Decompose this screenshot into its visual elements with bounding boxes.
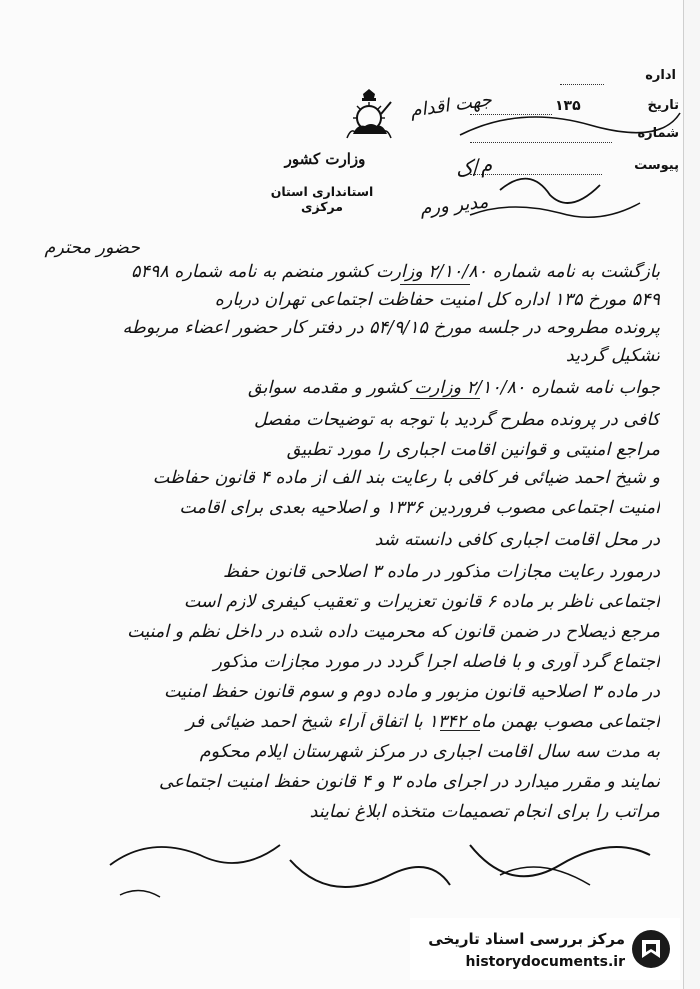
header-attachment-label: پیوست [634, 158, 679, 173]
annotation-scribbles [440, 95, 690, 235]
body-line: به مدت سه سال اقامت اجباری در مرکز شهرستان ایلام محکوم [199, 742, 660, 762]
handwritten-annotation-top: جهت اقدام [408, 89, 494, 122]
body-line: و شیخ احمد ضیائی فر کافی با رعایت بند الف از ماده ۴ قانون حفاظت [152, 468, 660, 488]
handwritten-annotation-mid: م/ک [453, 151, 494, 183]
body-line: تشکیل گردید [565, 346, 660, 366]
archive-logo-icon [630, 928, 672, 970]
body-line: درمورد رعایت مجازات مذکور در ماده ۳ اصلاحی قانون حفظ [222, 562, 660, 582]
body-line: کافی در پرونده مطرح گردید با توجه به توضیحات مفصل [253, 410, 660, 430]
body-line: ۵۴۹ مورخ ۱۳۵ اداره کل امنیت حفاظت اجتماعی تهران درباره [214, 290, 660, 310]
reference-underline [410, 398, 480, 399]
reference-underline [440, 730, 480, 731]
body-line: اجتماعی ناظر بر ماده ۶ قانون تعزیرات و تعقیب کیفری لازم است [183, 592, 660, 612]
archive-website-link[interactable]: historydocuments.ir [465, 954, 625, 970]
body-line: مراتب را برای انجام تصمیمات متخذه ابلاغ نمایند [309, 802, 660, 822]
body-line: مرجع ذیصلاح در ضمن قانون که محرمیت داده شده در داخل نظم و امنیت [127, 622, 660, 642]
body-line: مراجع امنیتی و قوانین اقامت اجباری را مورد تطبیق [286, 440, 660, 460]
handwritten-signatures [90, 815, 670, 915]
body-line-salutation: حضور محترم [44, 238, 140, 258]
header-date-label: تاریخ [647, 98, 679, 113]
body-line: پرونده مطروحه در جلسه مورخ ۵۴/۹/۱۵ در دفتر کار حضور اعضاء مربوطه [122, 318, 660, 338]
body-line: جواب نامه شماره ۲/۱۰/۸۰ وزارت کشور و مقدمه سوابق [248, 378, 660, 398]
lion-sun-emblem-icon [341, 88, 397, 144]
province-office-name: استانداری استان مرکزی [270, 184, 374, 214]
body-line: در محل اقامت اجباری کافی دانسته شد [374, 530, 660, 550]
ministry-name: وزارت کشور [284, 150, 366, 168]
reference-underline [400, 284, 470, 285]
body-line: امنیت اجتماعی مصوب فروردین ۱۳۳۶ و اصلاحیه بعدی برای اقامت [179, 498, 660, 518]
archive-center-name: مرکز بررسی اسناد تاریخی [428, 930, 625, 948]
handwritten-annotation-bottom: مدیر ورم [419, 191, 490, 220]
header-idare-dotline [560, 84, 604, 85]
body-line: بازگشت به نامه شماره ۲/۱۰/۸۰ وزارت کشور منضم به نامه شماره ۵۴۹۸ [131, 262, 660, 282]
body-line: اجتماعی مصوب بهمن ماه ۱۳۴۲ با اتفاق آراء شیخ احمد ضیائی فر [186, 712, 660, 732]
header-number-label: شماره [637, 126, 679, 141]
header-year-prefix: ۱۳۵ [555, 98, 581, 114]
header-idare-label: اداره [645, 68, 676, 83]
body-line: نمایند و مقرر میدارد در اجرای ماده ۳ و ۴ قانون حفظ امنیت اجتماعی [159, 772, 660, 792]
body-line: در ماده ۳ اصلاحیه قانون مزبور و ماده دوم و سوم قانون حفظ امنیت [163, 682, 660, 702]
body-line: اجتماع گرد آوری و با فاصله اجرا گردد در مورد مجازات مذکور [213, 652, 660, 672]
